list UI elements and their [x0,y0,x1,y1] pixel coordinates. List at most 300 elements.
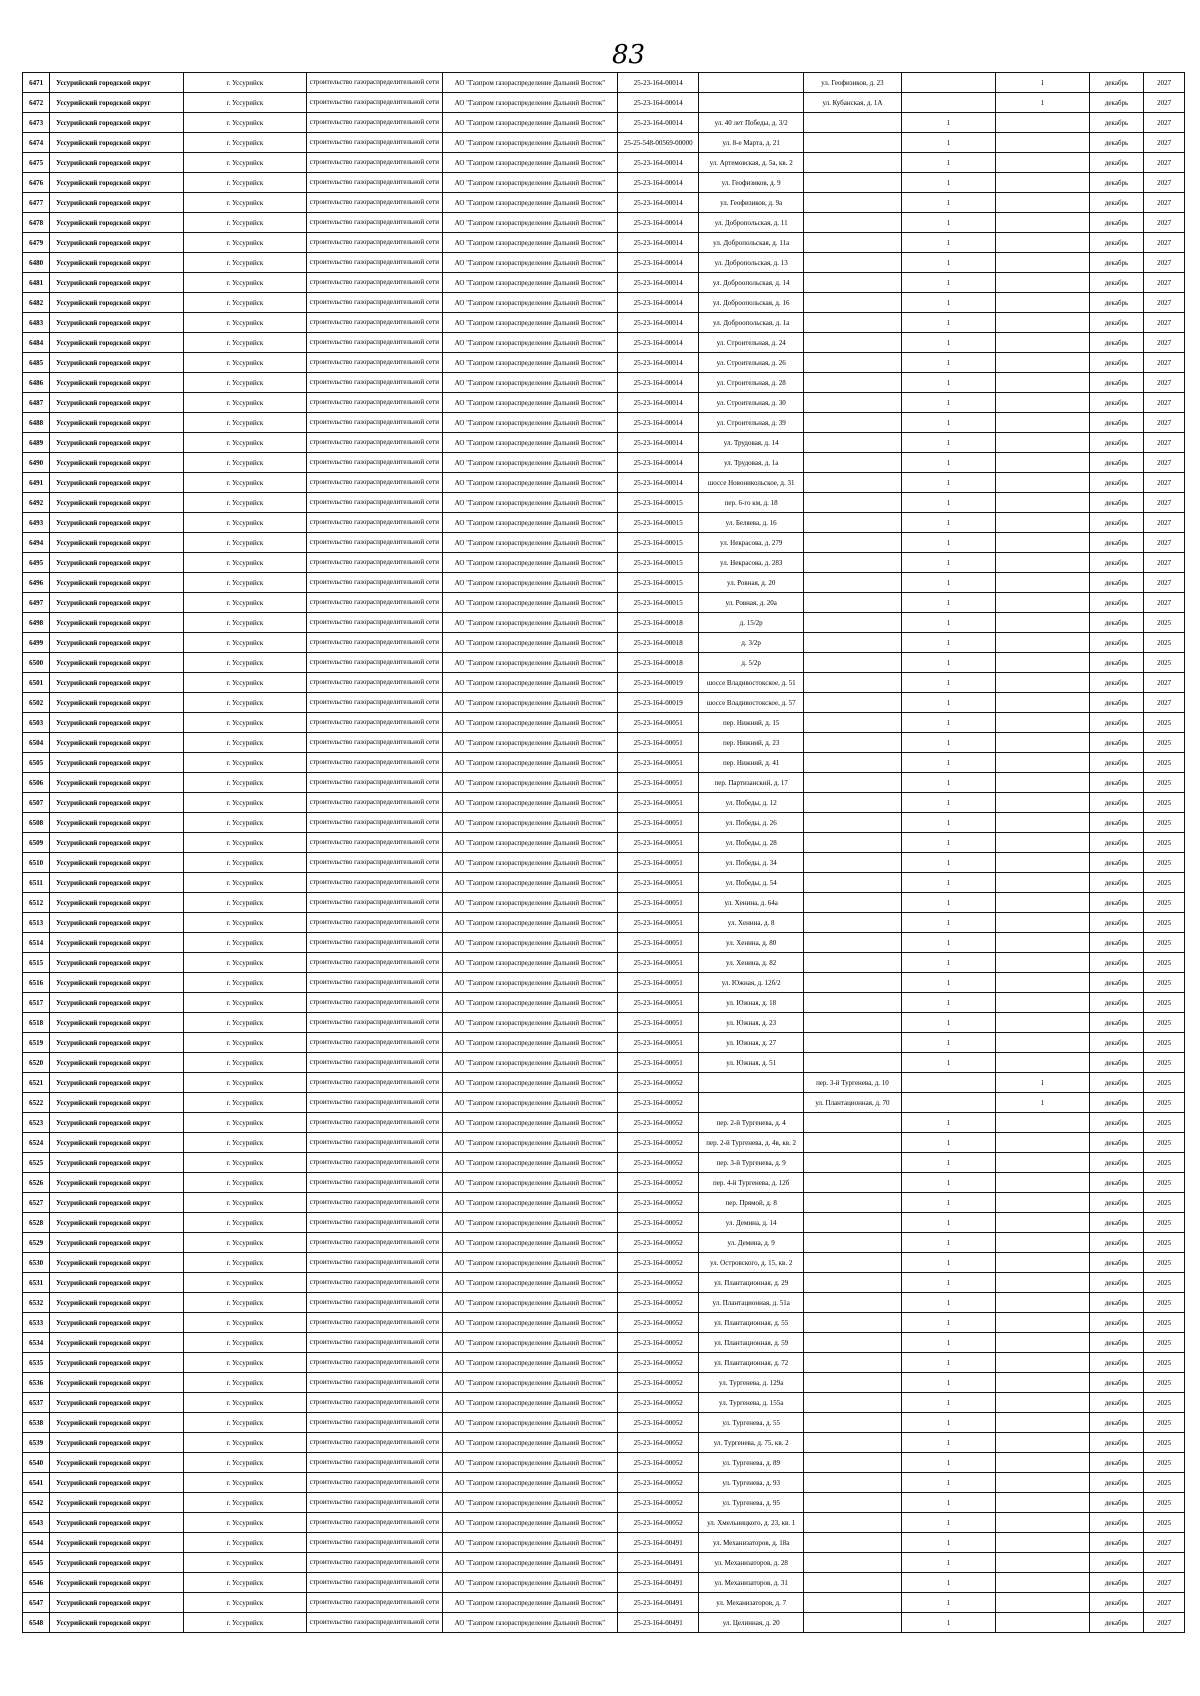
cadastral-code-cell: 25-23-164-00052 [618,1253,699,1273]
quantity-cell: 1 [902,473,996,493]
city-cell: г. Уссурийск [183,1113,306,1133]
month-cell: декабрь [1089,353,1143,373]
work-type-cell: строительство газораспределительной сети [306,253,442,273]
quantity-cell: 1 [902,633,996,653]
year-cell: 2027 [1144,273,1185,293]
address-cell: ул. Победы, д. 12 [699,793,803,813]
city-cell: г. Уссурийск [183,1393,306,1413]
address-alt-cell [803,213,901,233]
month-cell: декабрь [1089,1593,1143,1613]
organization-cell: АО "Газпром газораспределение Дальний Восток" [442,613,617,633]
municipality-cell: Уссурийский городской округ [50,1173,184,1193]
year-cell: 2027 [1144,333,1185,353]
address-alt-cell [803,1233,901,1253]
work-type-cell: строительство газораспределительной сети [306,93,442,113]
row-number: 6493 [23,513,50,533]
year-cell: 2025 [1144,1213,1185,1233]
address-alt-cell [803,1573,901,1593]
year-cell: 2027 [1144,93,1185,113]
organization-cell: АО "Газпром газораспределение Дальний Восток" [442,1033,617,1053]
row-number: 6482 [23,293,50,313]
city-cell: г. Уссурийск [183,173,306,193]
row-number: 6509 [23,833,50,853]
organization-cell: АО "Газпром газораспределение Дальний Восток" [442,1433,617,1453]
address-cell: ул. 40 лет Победы, д. 3/2 [699,113,803,133]
address-alt-cell [803,1153,901,1173]
cadastral-code-cell: 25-25-548-00569-00000 [618,133,699,153]
work-type-cell: строительство газораспределительной сети [306,1293,442,1313]
work-type-cell: строительство газораспределительной сети [306,313,442,333]
address-cell: ул. Ровная, д. 20а [699,593,803,613]
month-cell: декабрь [1089,433,1143,453]
quantity-cell: 1 [902,1053,996,1073]
cadastral-code-cell: 25-23-164-00014 [618,173,699,193]
row-number: 6508 [23,813,50,833]
municipality-cell: Уссурийский городской округ [50,1513,184,1533]
work-type-cell: строительство газораспределительной сети [306,633,442,653]
organization-cell: АО "Газпром газораспределение Дальний Восток" [442,933,617,953]
table-row [23,1453,1185,1473]
municipality-cell: Уссурийский городской округ [50,1113,184,1133]
address-cell [699,73,803,93]
address-alt-cell [803,353,901,373]
address-cell: ул. Хмельницкого, д. 23, кв. 1 [699,1513,803,1533]
address-cell: ул. Тургенева, д. 55 [699,1413,803,1433]
table-row [23,1493,1185,1513]
row-number: 6513 [23,913,50,933]
quantity-cell: 1 [902,1133,996,1153]
municipality-cell: Уссурийский городской округ [50,393,184,413]
year-cell: 2027 [1144,293,1185,313]
organization-cell: АО "Газпром газораспределение Дальний Восток" [442,133,617,153]
address-cell: ул. Добропольская, д. 13 [699,253,803,273]
quantity-cell: 1 [902,1553,996,1573]
municipality-cell: Уссурийский городской округ [50,1213,184,1233]
address-alt-cell [803,753,901,773]
work-type-cell: строительство газораспределительной сети [306,1433,442,1453]
year-cell: 2027 [1144,153,1185,173]
quantity-cell: 1 [902,813,996,833]
cadastral-code-cell: 25-23-164-00014 [618,193,699,213]
city-cell: г. Уссурийск [183,193,306,213]
row-number: 6514 [23,933,50,953]
table-row [23,373,1185,393]
quantity-alt-cell [995,553,1089,573]
city-cell: г. Уссурийск [183,1213,306,1233]
month-cell: декабрь [1089,953,1143,973]
work-type-cell: строительство газораспределительной сети [306,1173,442,1193]
year-cell: 2025 [1144,1333,1185,1353]
quantity-alt-cell [995,693,1089,713]
row-number: 6536 [23,1373,50,1393]
organization-cell: АО "Газпром газораспределение Дальний Восток" [442,1533,617,1553]
cadastral-code-cell: 25-23-164-00491 [618,1613,699,1633]
cadastral-code-cell: 25-23-164-00051 [618,933,699,953]
quantity-alt-cell [995,393,1089,413]
quantity-cell: 1 [902,1593,996,1613]
municipality-cell: Уссурийский городской округ [50,673,184,693]
quantity-alt-cell: 1 [995,73,1089,93]
address-alt-cell [803,1013,901,1033]
cadastral-code-cell: 25-23-164-00052 [618,1393,699,1413]
quantity-alt-cell [995,1273,1089,1293]
quantity-cell: 1 [902,1453,996,1473]
address-alt-cell [803,1533,901,1553]
organization-cell: АО "Газпром газораспределение Дальний Восток" [442,793,617,813]
quantity-alt-cell [995,233,1089,253]
municipality-cell: Уссурийский городской округ [50,453,184,473]
municipality-cell: Уссурийский городской округ [50,213,184,233]
address-alt-cell [803,673,901,693]
cadastral-code-cell: 25-23-164-00014 [618,213,699,233]
municipality-cell: Уссурийский городской округ [50,1473,184,1493]
municipality-cell: Уссурийский городской округ [50,693,184,713]
cadastral-code-cell: 25-23-164-00052 [618,1153,699,1173]
table-row [23,1613,1185,1633]
table-row [23,1533,1185,1553]
month-cell: декабрь [1089,153,1143,173]
address-alt-cell [803,413,901,433]
address-cell: д. 15/2р [699,613,803,633]
city-cell: г. Уссурийск [183,1573,306,1593]
year-cell: 2027 [1144,573,1185,593]
month-cell: декабрь [1089,253,1143,273]
cadastral-code-cell: 25-23-164-00051 [618,833,699,853]
quantity-cell: 1 [902,253,996,273]
work-type-cell: строительство газораспределительной сети [306,1593,442,1613]
address-alt-cell [803,713,901,733]
quantity-alt-cell [995,713,1089,733]
year-cell: 2027 [1144,493,1185,513]
row-number: 6531 [23,1273,50,1293]
organization-cell: АО "Газпром газораспределение Дальний Восток" [442,1173,617,1193]
table-row [23,253,1185,273]
city-cell: г. Уссурийск [183,973,306,993]
city-cell: г. Уссурийск [183,1513,306,1533]
quantity-cell: 1 [902,1193,996,1213]
row-number: 6494 [23,533,50,553]
month-cell: декабрь [1089,393,1143,413]
table-row [23,833,1185,853]
quantity-cell: 1 [902,1033,996,1053]
month-cell: декабрь [1089,833,1143,853]
city-cell: г. Уссурийск [183,653,306,673]
table-row [23,1393,1185,1413]
row-number: 6512 [23,893,50,913]
quantity-alt-cell [995,893,1089,913]
quantity-alt-cell [995,153,1089,173]
organization-cell: АО "Газпром газораспределение Дальний Восток" [442,193,617,213]
quantity-alt-cell [995,1613,1089,1633]
table-row [23,513,1185,533]
table-row [23,1473,1185,1493]
quantity-alt-cell [995,453,1089,473]
work-type-cell: строительство газораспределительной сети [306,493,442,513]
quantity-alt-cell [995,1473,1089,1493]
municipality-cell: Уссурийский городской округ [50,1313,184,1333]
municipality-cell: Уссурийский городской округ [50,333,184,353]
year-cell: 2027 [1144,1553,1185,1573]
address-alt-cell [803,533,901,553]
organization-cell: АО "Газпром газораспределение Дальний Восток" [442,1213,617,1233]
row-number: 6520 [23,1053,50,1073]
organization-cell: АО "Газпром газораспределение Дальний Восток" [442,1013,617,1033]
quantity-alt-cell [995,1493,1089,1513]
row-number: 6505 [23,753,50,773]
quantity-cell: 1 [902,353,996,373]
municipality-cell: Уссурийский городской округ [50,1093,184,1113]
quantity-cell: 1 [902,833,996,853]
quantity-cell: 1 [902,773,996,793]
municipality-cell: Уссурийский городской округ [50,1033,184,1053]
address-cell: д. 3/2р [699,633,803,653]
row-number: 6538 [23,1413,50,1433]
table-row [23,93,1185,113]
quantity-alt-cell [995,193,1089,213]
row-number: 6475 [23,153,50,173]
row-number: 6533 [23,1313,50,1333]
row-number: 6510 [23,853,50,873]
city-cell: г. Уссурийск [183,473,306,493]
table-row [23,1353,1185,1373]
row-number: 6496 [23,573,50,593]
city-cell: г. Уссурийск [183,253,306,273]
month-cell: декабрь [1089,853,1143,873]
month-cell: декабрь [1089,1333,1143,1353]
year-cell: 2027 [1144,353,1185,373]
municipality-cell: Уссурийский городской округ [50,573,184,593]
organization-cell: АО "Газпром газораспределение Дальний Восток" [442,593,617,613]
organization-cell: АО "Газпром газораспределение Дальний Восток" [442,1333,617,1353]
month-cell: декабрь [1089,1573,1143,1593]
quantity-alt-cell: 1 [995,93,1089,113]
address-alt-cell [803,473,901,493]
quantity-cell: 1 [902,193,996,213]
quantity-alt-cell [995,1513,1089,1533]
municipality-cell: Уссурийский городской округ [50,973,184,993]
city-cell: г. Уссурийск [183,1253,306,1273]
month-cell: декабрь [1089,1473,1143,1493]
row-number: 6519 [23,1033,50,1053]
organization-cell: АО "Газпром газораспределение Дальний Восток" [442,713,617,733]
row-number: 6491 [23,473,50,493]
month-cell: декабрь [1089,933,1143,953]
month-cell: декабрь [1089,1213,1143,1233]
table-row [23,1413,1185,1433]
month-cell: декабрь [1089,1373,1143,1393]
quantity-alt-cell [995,1373,1089,1393]
year-cell: 2025 [1144,1053,1185,1073]
year-cell: 2025 [1144,1293,1185,1313]
address-alt-cell [803,1353,901,1373]
year-cell: 2025 [1144,933,1185,953]
table-row [23,533,1185,553]
city-cell: г. Уссурийск [183,1293,306,1313]
year-cell: 2025 [1144,1313,1185,1333]
work-type-cell: строительство газораспределительной сети [306,1453,442,1473]
municipality-cell: Уссурийский городской округ [50,713,184,733]
quantity-alt-cell [995,1113,1089,1133]
organization-cell: АО "Газпром газораспределение Дальний Восток" [442,153,617,173]
cadastral-code-cell: 25-23-164-00051 [618,873,699,893]
year-cell: 2025 [1144,1073,1185,1093]
table-row [23,413,1185,433]
address-alt-cell [803,793,901,813]
organization-cell: АО "Газпром газораспределение Дальний Восток" [442,693,617,713]
month-cell: декабрь [1089,973,1143,993]
municipality-cell: Уссурийский городской округ [50,1013,184,1033]
month-cell: декабрь [1089,413,1143,433]
cadastral-code-cell: 25-23-164-00051 [618,953,699,973]
table-row [23,553,1185,573]
quantity-alt-cell [995,353,1089,373]
cadastral-code-cell: 25-23-164-00052 [618,1373,699,1393]
municipality-cell: Уссурийский городской округ [50,773,184,793]
work-type-cell: строительство газораспределительной сети [306,973,442,993]
city-cell: г. Уссурийск [183,1193,306,1213]
quantity-alt-cell [995,433,1089,453]
table-row [23,633,1185,653]
quantity-cell: 1 [902,673,996,693]
organization-cell: АО "Газпром газораспределение Дальний Восток" [442,1113,617,1133]
quantity-alt-cell [995,633,1089,653]
city-cell: г. Уссурийск [183,393,306,413]
address-alt-cell [803,853,901,873]
quantity-alt-cell [995,1573,1089,1593]
quantity-cell: 1 [902,1233,996,1253]
organization-cell: АО "Газпром газораспределение Дальний Восток" [442,1153,617,1173]
work-type-cell: строительство газораспределительной сети [306,853,442,873]
organization-cell: АО "Газпром газораспределение Дальний Восток" [442,1553,617,1573]
year-cell: 2025 [1144,1433,1185,1453]
address-cell: ул. Тургенева, д. 75, кв. 2 [699,1433,803,1453]
month-cell: декабрь [1089,793,1143,813]
month-cell: декабрь [1089,1153,1143,1173]
address-alt-cell [803,233,901,253]
municipality-cell: Уссурийский городской округ [50,893,184,913]
quantity-cell [902,1073,996,1093]
quantity-cell: 1 [902,453,996,473]
quantity-cell: 1 [902,733,996,753]
address-cell: ул. Плантационная, д. 72 [699,1353,803,1373]
municipality-cell: Уссурийский городской округ [50,1433,184,1453]
quantity-cell: 1 [902,1373,996,1393]
year-cell: 2027 [1144,533,1185,553]
table-row [23,1233,1185,1253]
month-cell: декабрь [1089,653,1143,673]
year-cell: 2025 [1144,813,1185,833]
address-alt-cell [803,1173,901,1193]
address-cell: ул. Южная, д. 23 [699,1013,803,1033]
address-cell: ул. Хенина, д. 80 [699,933,803,953]
city-cell: г. Уссурийск [183,333,306,353]
table-row [23,573,1185,593]
address-cell: ул. Демина, д. 9 [699,1233,803,1253]
year-cell: 2025 [1144,633,1185,653]
work-type-cell: строительство газораспределительной сети [306,533,442,553]
organization-cell: АО "Газпром газораспределение Дальний Восток" [442,813,617,833]
city-cell: г. Уссурийск [183,753,306,773]
city-cell: г. Уссурийск [183,1033,306,1053]
cadastral-code-cell: 25-23-164-00014 [618,473,699,493]
month-cell: декабрь [1089,233,1143,253]
municipality-cell: Уссурийский городской округ [50,433,184,453]
organization-cell: АО "Газпром газораспределение Дальний Восток" [442,1193,617,1213]
municipality-cell: Уссурийский городской округ [50,913,184,933]
row-number: 6511 [23,873,50,893]
address-cell: ул. Тургенева, д. 95 [699,1493,803,1513]
quantity-cell: 1 [902,493,996,513]
address-alt-cell [803,973,901,993]
address-alt-cell [803,193,901,213]
address-alt-cell [803,773,901,793]
organization-cell: АО "Газпром газораспределение Дальний Восток" [442,1133,617,1153]
table-row [23,773,1185,793]
city-cell: г. Уссурийск [183,313,306,333]
municipality-cell: Уссурийский городской округ [50,1253,184,1273]
cadastral-code-cell: 25-23-164-00014 [618,113,699,133]
quantity-cell: 1 [902,913,996,933]
table-row [23,433,1185,453]
year-cell: 2027 [1144,693,1185,713]
month-cell: декабрь [1089,1273,1143,1293]
work-type-cell: строительство газораспределительной сети [306,273,442,293]
address-alt-cell [803,653,901,673]
year-cell: 2025 [1144,1153,1185,1173]
table-row [23,1433,1185,1453]
address-cell: ул. Геофизиков, д. 9 [699,173,803,193]
address-alt-cell [803,1553,901,1573]
cadastral-code-cell: 25-23-164-00052 [618,1133,699,1153]
month-cell: декабрь [1089,1613,1143,1633]
cadastral-code-cell: 25-23-164-00052 [618,1113,699,1133]
organization-cell: АО "Газпром газораспределение Дальний Восток" [442,993,617,1013]
cadastral-code-cell: 25-23-164-00014 [618,253,699,273]
municipality-cell: Уссурийский городской округ [50,1373,184,1393]
organization-cell: АО "Газпром газораспределение Дальний Восток" [442,433,617,453]
row-number: 6486 [23,373,50,393]
year-cell: 2027 [1144,473,1185,493]
municipality-cell: Уссурийский городской округ [50,873,184,893]
quantity-alt-cell [995,853,1089,873]
address-cell: ул. Победы, д. 34 [699,853,803,873]
cadastral-code-cell: 25-23-164-00014 [618,293,699,313]
municipality-cell: Уссурийский городской округ [50,1613,184,1633]
address-cell: ул. Добропольская, д. 11а [699,233,803,253]
city-cell: г. Уссурийск [183,1333,306,1353]
table-row [23,1253,1185,1273]
municipality-cell: Уссурийский городской округ [50,753,184,773]
month-cell: декабрь [1089,1013,1143,1033]
table-row [23,333,1185,353]
table-row [23,453,1185,473]
municipality-cell: Уссурийский городской округ [50,1053,184,1073]
cadastral-code-cell: 25-23-164-00052 [618,1473,699,1493]
month-cell: декабрь [1089,293,1143,313]
municipality-cell: Уссурийский городской округ [50,653,184,673]
work-type-cell: строительство газораспределительной сети [306,173,442,193]
quantity-cell: 1 [902,1573,996,1593]
city-cell: г. Уссурийск [183,1453,306,1473]
organization-cell: АО "Газпром газораспределение Дальний Восток" [442,213,617,233]
address-alt-cell [803,133,901,153]
month-cell: декабрь [1089,1073,1143,1093]
address-alt-cell [803,833,901,853]
address-cell: ул. Беляева, д. 16 [699,513,803,533]
address-cell: ул. Доброопольская, д. 14 [699,273,803,293]
address-alt-cell [803,1273,901,1293]
work-type-cell: строительство газораспределительной сети [306,1333,442,1353]
